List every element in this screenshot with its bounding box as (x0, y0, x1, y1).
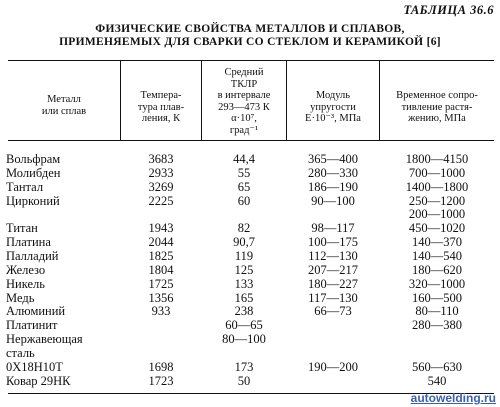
cell-tensile-strength: 540 (427, 374, 447, 388)
cell-tklr: 173 (234, 360, 254, 374)
cell-modulus: 66—73 (314, 304, 352, 318)
cell-metal: Нержавеющая (6, 332, 83, 346)
cell-tensile-strength: 1400—1800 (405, 180, 469, 194)
cell-metal: Платинит (6, 318, 58, 332)
cell-metal: Палладий (6, 249, 59, 263)
cell-tklr: 44,4 (233, 152, 255, 166)
cell-modulus: 98—117 (311, 221, 355, 235)
cell-tensile-strength: 700—1000 (408, 166, 466, 180)
table-row (0, 346, 500, 360)
cell-tklr: 82 (237, 221, 251, 235)
header-tensile-strength: Временное сопро- тивление растя- жению, МПа (396, 90, 478, 124)
cell-modulus: 112—130 (308, 249, 358, 263)
table-number: ТАБЛИЦА 36.6 (403, 3, 494, 17)
cell-tensile-strength: 200—1000 (408, 207, 466, 221)
watermark: autowelding.ru (410, 391, 496, 405)
cell-tensile-strength: 140—370 (412, 235, 462, 249)
cell-tensile-strength: 1800—4150 (405, 152, 469, 166)
cell-melting-temperature: 1356 (148, 291, 174, 305)
cell-modulus: 365—400 (308, 152, 358, 166)
cell-modulus: 207—217 (308, 263, 358, 277)
cell-metal: Медь (6, 291, 35, 305)
table-row (0, 374, 500, 388)
cell-tklr: 50 (237, 374, 251, 388)
cell-metal: Железо (6, 263, 46, 277)
cell-tensile-strength: 280—380 (412, 318, 462, 332)
cell-tklr: 238 (234, 304, 254, 318)
cell-modulus: 100—175 (308, 235, 358, 249)
table-row (0, 277, 500, 291)
cell-melting-temperature: 1725 (148, 277, 174, 291)
cell-modulus: 180—227 (308, 277, 358, 291)
cell-melting-temperature: 2044 (148, 235, 174, 249)
table-title-line-1: ФИЗИЧЕСКИЕ СВОЙСТВА МЕТАЛЛОВ И СПЛАВОВ, (95, 23, 405, 35)
cell-tensile-strength: 180—620 (412, 263, 462, 277)
table-title-line-2: ПРИМЕНЯЕМЫХ ДЛЯ СВАРКИ СО СТЕКЛОМ И КЕРАМИКОЙ [6] (59, 36, 441, 48)
cell-metal: Тантал (6, 180, 44, 194)
cell-modulus: 90—100 (311, 194, 355, 208)
table-row (0, 207, 500, 221)
cell-tklr: 60—65 (225, 318, 263, 332)
cell-tklr: 60 (237, 194, 251, 208)
cell-melting-temperature: 1698 (148, 360, 174, 374)
cell-tklr: 119 (234, 249, 254, 263)
cell-metal: Молибден (6, 166, 61, 180)
header-tklr: Средний ТКЛР в интервале 293—473 К α·10⁷, град⁻¹ (217, 67, 271, 136)
cell-melting-temperature: 1943 (148, 221, 174, 235)
table-row (0, 235, 500, 249)
table-row (0, 152, 500, 166)
cell-tklr: 133 (234, 277, 254, 291)
cell-melting-temperature: 3683 (148, 152, 174, 166)
cell-modulus: 117—130 (308, 291, 358, 305)
cell-metal: Титан (6, 221, 38, 235)
cell-tensile-strength: 560—630 (412, 360, 462, 374)
cell-tklr: 165 (234, 291, 254, 305)
cell-melting-temperature: 3269 (148, 180, 174, 194)
cell-metal: Алюминий (6, 304, 66, 318)
table-row (0, 263, 500, 277)
table-row (0, 194, 500, 208)
table-row (0, 360, 500, 374)
cell-modulus: 190—200 (308, 360, 358, 374)
header-melting-temperature: Темпера- тура плав- ления, К (137, 90, 185, 124)
table-row (0, 291, 500, 305)
table-row (0, 166, 500, 180)
table-row (0, 304, 500, 318)
cell-tensile-strength: 80—110 (415, 304, 459, 318)
cell-tensile-strength: 450—1020 (408, 221, 466, 235)
cell-melting-temperature: 2933 (148, 166, 174, 180)
cell-melting-temperature: 1723 (148, 374, 174, 388)
table-row (0, 332, 500, 346)
header-metal: Металл или сплав (41, 94, 87, 117)
cell-melting-temperature: 2225 (148, 194, 174, 208)
cell-tklr: 65 (237, 180, 251, 194)
cell-melting-temperature: 933 (151, 304, 171, 318)
cell-tensile-strength: 320—1000 (408, 277, 466, 291)
cell-metal: Вольфрам (6, 152, 61, 166)
cell-metal: Никель (6, 277, 45, 291)
cell-metal: Цирконий (6, 194, 60, 208)
cell-melting-temperature: 1825 (148, 249, 174, 263)
cell-tklr: 55 (237, 166, 251, 180)
cell-tklr: 80—100 (222, 332, 266, 346)
cell-tensile-strength: 250—1200 (408, 194, 466, 208)
cell-melting-temperature: 1804 (148, 263, 174, 277)
cell-tensile-strength: 160—500 (412, 291, 462, 305)
cell-metal: Ковар 29НК (6, 374, 71, 388)
table-row (0, 249, 500, 263)
cell-metal: сталь (6, 346, 35, 360)
table-row (0, 180, 500, 194)
header-bottom-rule (8, 140, 494, 141)
cell-tklr: 125 (234, 263, 254, 277)
cell-metal: Платина (6, 235, 51, 249)
cell-metal: 0Х18Н10Т (6, 360, 63, 374)
table-row (0, 221, 500, 235)
cell-tklr: 90,7 (233, 235, 255, 249)
cell-modulus: 186—190 (308, 180, 358, 194)
header-modulus: Модуль упругости E·10⁻³, МПа (305, 90, 361, 124)
cell-modulus: 280—330 (308, 166, 358, 180)
table-row (0, 318, 500, 332)
cell-tensile-strength: 140—540 (412, 249, 462, 263)
table-top-rule (8, 60, 494, 61)
